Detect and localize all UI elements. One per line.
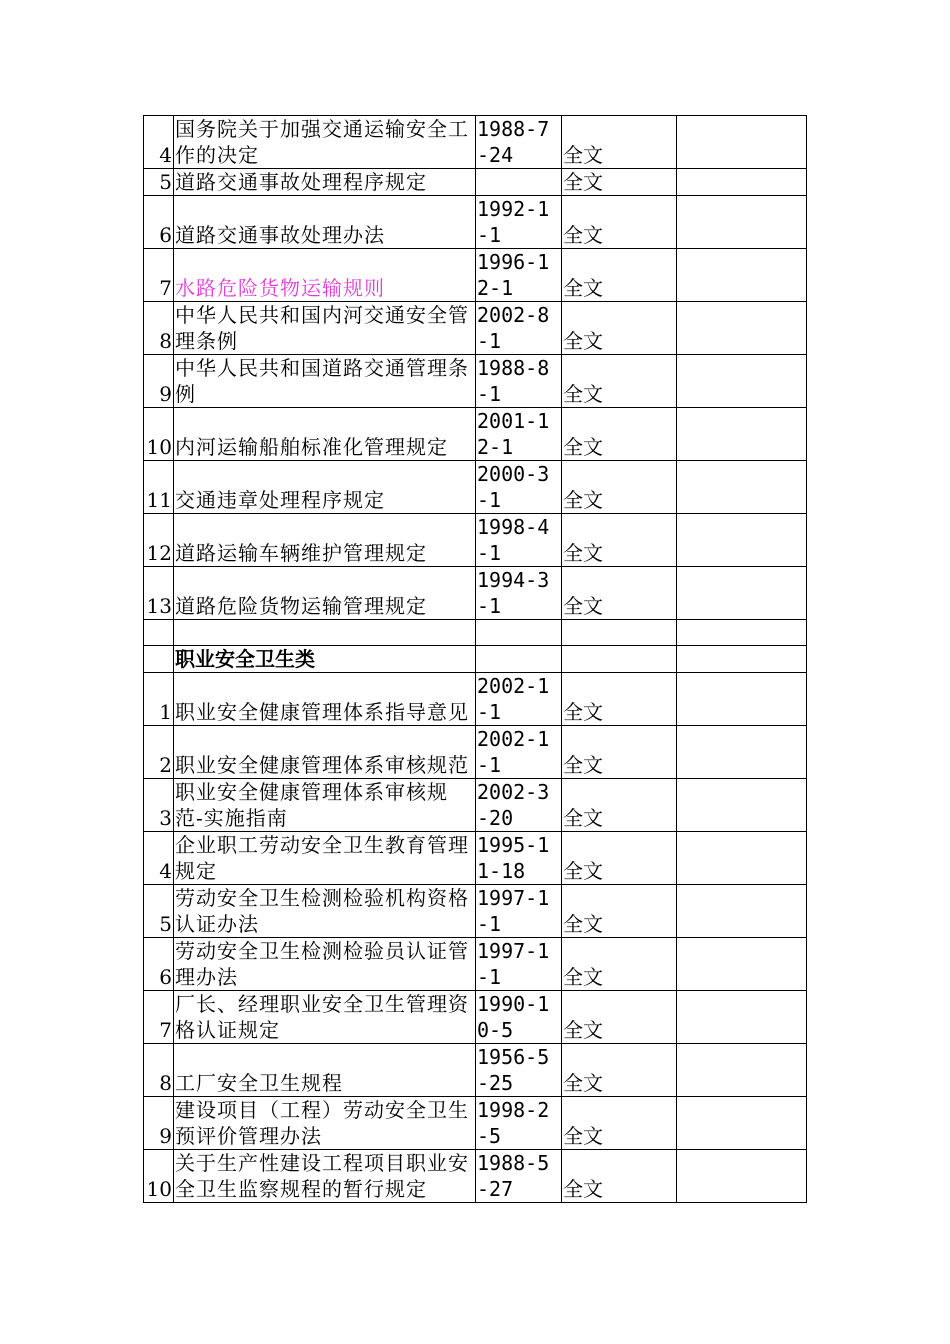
- empty-cell: [677, 249, 807, 302]
- regulation-title: 职业安全健康管理体系审核规范-实施指南: [174, 779, 476, 832]
- empty-cell: [677, 938, 807, 991]
- table-row: [144, 169, 807, 196]
- regulation-title: 水路危险货物运输规则: [174, 249, 476, 302]
- regulation-title: 道路运输车辆维护管理规定: [174, 514, 476, 567]
- effective-date: 2000-3-1: [476, 461, 562, 514]
- row-number: 9: [144, 1097, 174, 1150]
- full-text-link[interactable]: 全文: [562, 461, 677, 514]
- table-row: [144, 938, 807, 991]
- table-row: [144, 567, 807, 620]
- empty-cell: [677, 116, 807, 169]
- regulation-title: 企业职工劳动安全卫生教育管理规定: [174, 832, 476, 885]
- row-number: 12: [144, 514, 174, 567]
- regulation-title: 关于生产性建设工程项目职业安全卫生监察规程的暂行规定: [174, 1150, 476, 1203]
- table-row: [144, 302, 807, 355]
- empty-cell: [677, 673, 807, 726]
- regulation-title: 内河运输船舶标准化管理规定: [174, 408, 476, 461]
- full-text-link[interactable]: 全文: [562, 1044, 677, 1097]
- regulation-title: 道路交通事故处理办法: [174, 196, 476, 249]
- empty-cell: [677, 726, 807, 779]
- table-row: [144, 885, 807, 938]
- table-row: [144, 514, 807, 567]
- effective-date: 2002-8-1: [476, 302, 562, 355]
- regulation-title: 中华人民共和国道路交通管理条例: [174, 355, 476, 408]
- empty-cell: [677, 1150, 807, 1203]
- effective-date: 2002-1-1: [476, 673, 562, 726]
- row-number: 1: [144, 673, 174, 726]
- empty-cell: [677, 196, 807, 249]
- table-row: [144, 991, 807, 1044]
- effective-date: 2001-12-1: [476, 408, 562, 461]
- row-number: 6: [144, 196, 174, 249]
- effective-date: 1992-1-1: [476, 196, 562, 249]
- full-text-link[interactable]: 全文: [562, 938, 677, 991]
- table-row: [144, 1097, 807, 1150]
- empty-cell: [677, 461, 807, 514]
- regulation-title: 职业安全健康管理体系审核规范: [174, 726, 476, 779]
- empty-cell: [677, 832, 807, 885]
- full-text-link[interactable]: 全文: [562, 514, 677, 567]
- row-number: 2: [144, 726, 174, 779]
- row-number: 5: [144, 885, 174, 938]
- full-text-link[interactable]: 全文: [562, 355, 677, 408]
- effective-date: 1997-1-1: [476, 885, 562, 938]
- regulations-table: [143, 115, 807, 1203]
- empty-cell: [677, 567, 807, 620]
- regulation-title: 交通违章处理程序规定: [174, 461, 476, 514]
- empty-cell: [677, 514, 807, 567]
- section-title: 职业安全卫生类: [174, 646, 476, 673]
- table-row: [144, 408, 807, 461]
- full-text-link[interactable]: 全文: [562, 169, 677, 196]
- row-number: 7: [144, 991, 174, 1044]
- full-text-link[interactable]: 全文: [562, 726, 677, 779]
- full-text-link[interactable]: 全文: [562, 408, 677, 461]
- regulation-title: 道路危险货物运输管理规定: [174, 567, 476, 620]
- effective-date: 1956-5-25: [476, 1044, 562, 1097]
- regulations-table-body: [144, 116, 807, 1203]
- row-number: 10: [144, 408, 174, 461]
- regulation-title: 中华人民共和国内河交通安全管理条例: [174, 302, 476, 355]
- row-number: 10: [144, 1150, 174, 1203]
- effective-date: 1988-5-27: [476, 1150, 562, 1203]
- table-row: [144, 116, 807, 169]
- empty-cell: [677, 302, 807, 355]
- row-number: 5: [144, 169, 174, 196]
- full-text-link[interactable]: 全文: [562, 832, 677, 885]
- effective-date: [476, 169, 562, 196]
- regulation-title: 道路交通事故处理程序规定: [174, 169, 476, 196]
- empty-cell: [677, 1097, 807, 1150]
- table-row: [144, 779, 807, 832]
- effective-date: 1997-1-1: [476, 938, 562, 991]
- regulation-title: 工厂安全卫生规程: [174, 1044, 476, 1097]
- full-text-link[interactable]: 全文: [562, 567, 677, 620]
- effective-date: 1994-3-1: [476, 567, 562, 620]
- row-number: 3: [144, 779, 174, 832]
- table-row: [144, 673, 807, 726]
- table-row: [144, 461, 807, 514]
- full-text-link[interactable]: 全文: [562, 885, 677, 938]
- row-number: 7: [144, 249, 174, 302]
- effective-date: 1998-2-5: [476, 1097, 562, 1150]
- table-row: [144, 726, 807, 779]
- table-row: [144, 196, 807, 249]
- empty-cell: [677, 355, 807, 408]
- full-text-link[interactable]: 全文: [562, 1150, 677, 1203]
- regulation-title: 劳动安全卫生检测检验员认证管理办法: [174, 938, 476, 991]
- empty-cell: [677, 885, 807, 938]
- table-row: [144, 832, 807, 885]
- row-number: 8: [144, 1044, 174, 1097]
- regulation-title: 国务院关于加强交通运输安全工作的决定: [174, 116, 476, 169]
- effective-date: 1996-12-1: [476, 249, 562, 302]
- table-row: [144, 249, 807, 302]
- empty-cell: [677, 1044, 807, 1097]
- full-text-link[interactable]: 全文: [562, 116, 677, 169]
- row-number: 6: [144, 938, 174, 991]
- effective-date: 1988-8-1: [476, 355, 562, 408]
- full-text-link[interactable]: 全文: [562, 196, 677, 249]
- section-header-row: [144, 646, 807, 673]
- regulation-title: 建设项目（工程）劳动安全卫生预评价管理办法: [174, 1097, 476, 1150]
- empty-cell: [677, 169, 807, 196]
- full-text-link[interactable]: 全文: [562, 1097, 677, 1150]
- full-text-link[interactable]: 全文: [562, 991, 677, 1044]
- full-text-link[interactable]: 全文: [562, 249, 677, 302]
- effective-date: 1998-4-1: [476, 514, 562, 567]
- full-text-link[interactable]: 全文: [562, 779, 677, 832]
- full-text-link[interactable]: 全文: [562, 302, 677, 355]
- row-number: 9: [144, 355, 174, 408]
- effective-date: 1990-10-5: [476, 991, 562, 1044]
- effective-date: 1988-7-24: [476, 116, 562, 169]
- row-number: 13: [144, 567, 174, 620]
- empty-cell: [677, 408, 807, 461]
- blank-row: [144, 620, 807, 646]
- row-number: 4: [144, 832, 174, 885]
- empty-cell: [677, 779, 807, 832]
- regulation-title: 职业安全健康管理体系指导意见: [174, 673, 476, 726]
- regulation-title: 劳动安全卫生检测检验机构资格认证办法: [174, 885, 476, 938]
- table-row: [144, 355, 807, 408]
- effective-date: 1995-11-18: [476, 832, 562, 885]
- table-row: [144, 1044, 807, 1097]
- effective-date: 2002-1-1: [476, 726, 562, 779]
- row-number: 8: [144, 302, 174, 355]
- row-number: 11: [144, 461, 174, 514]
- effective-date: 2002-3-20: [476, 779, 562, 832]
- empty-cell: [677, 991, 807, 1044]
- regulation-title: 厂长、经理职业安全卫生管理资格认证规定: [174, 991, 476, 1044]
- table-row: [144, 1150, 807, 1203]
- full-text-link[interactable]: 全文: [562, 673, 677, 726]
- row-number: 4: [144, 116, 174, 169]
